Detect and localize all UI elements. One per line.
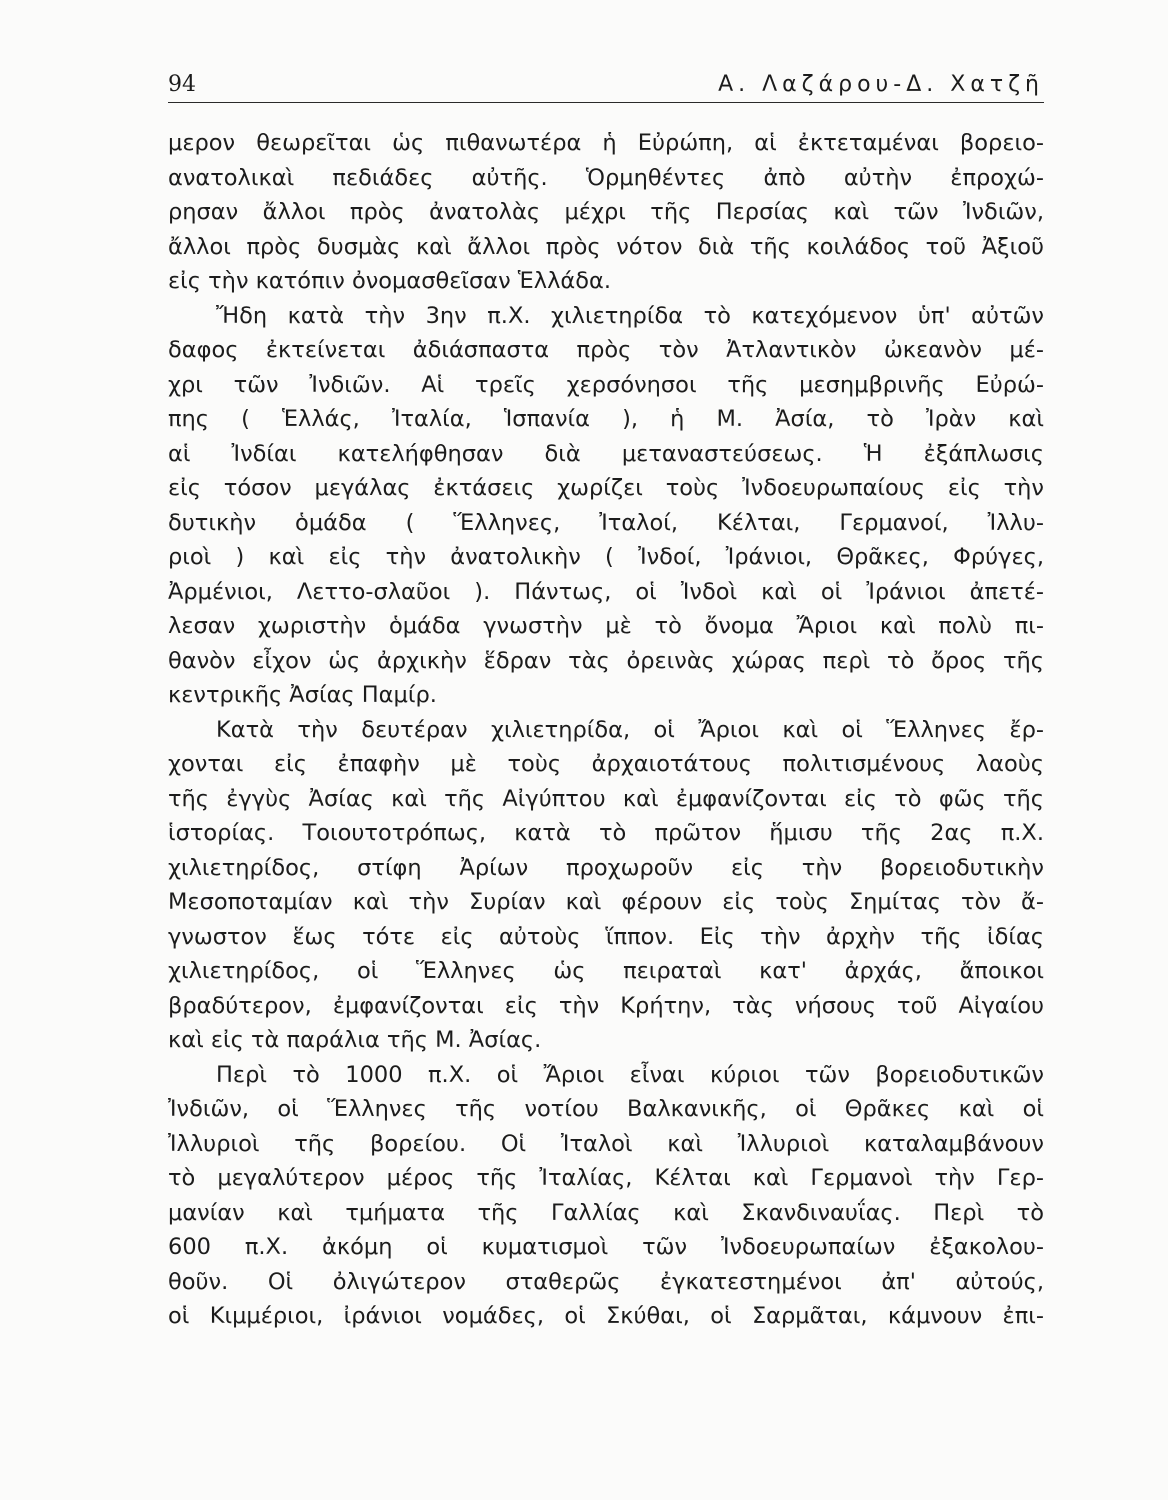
page-header	[168, 70, 1044, 104]
text-line: ἱστορίας. Τοιουτοτρόπως, κατὰ τὸ πρῶτον ἥμισυ τῆς 2ας π.Χ.	[168, 820, 1044, 846]
text-line: μανίαν καὶ τμήματα τῆς Γαλλίας καὶ Σκανδιναυΐας. Περὶ τὸ	[168, 1199, 1044, 1226]
text-line: δυτικὴν ὁμάδα ( Ἕλληνες, Ἰταλοί, Κέλται, Γερμανοί, Ἰλλυ-	[168, 509, 1044, 536]
text-line: χονται εἰς ἐπαφὴν μὲ τοὺς ἀρχαιοτάτους πολιτισμένους λαοὺς	[168, 751, 1044, 777]
text-line: τὸ μεγαλύτερον μέρος τῆς Ἰταλίας, Κέλται καὶ Γερμανοὶ τὴν Γερ-	[168, 1165, 1044, 1191]
text-line: Κατὰ τὴν δευτέραν χιλιετηρίδα, οἱ Ἄριοι καὶ οἱ Ἕλληνες ἔρ-	[216, 716, 1044, 743]
text-line: Ἀρμένιοι, Λεττο-σλαῦοι ). Πάντως, οἱ Ἰνδοὶ καὶ οἱ Ἰράνιοι ἀπετέ-	[168, 578, 1044, 605]
text-line: καὶ εἰς τὰ παράλια τῆς Μ. Ἀσίας.	[168, 1027, 542, 1053]
running-head: Α. Λαζάρου-Δ. Χατζῆ	[718, 72, 1044, 97]
header-rule	[168, 102, 1044, 103]
body-text	[168, 126, 1044, 1334]
text-line: βραδύτερον, ἐμφανίζονται εἰς τὴν Κρήτην, τὰς νήσους τοῦ Αἰγαίου	[168, 992, 1044, 1019]
text-line: ριοὶ ) καὶ εἰς τὴν ἀνατολικὴν ( Ἰνδοί, Ἰράνιοι, Θρᾶκες, Φρύγες,	[168, 544, 1044, 570]
text-line: Ἤδη κατὰ τὴν 3ην π.Χ. χιλιετηρίδα τὸ κατεχόμενον ὑπ' αὐτῶν	[216, 302, 1044, 329]
page-number: 94	[168, 72, 196, 97]
text-line: ανατολικαὶ πεδιάδες αὐτῆς. Ὁρμηθέντες ἀπὸ αὐτὴν ἐπροχώ-	[168, 164, 1044, 191]
text-line: θοῦν. Οἱ ὀλιγώτερον σταθερῶς ἐγκατεστημένοι ἀπ' αὐτούς,	[168, 1268, 1044, 1295]
paragraph-1	[168, 126, 1044, 299]
text-line: ρησαν ἄλλοι πρὸς ἀνατολὰς μέχρι τῆς Περσίας καὶ τῶν Ἰνδιῶν,	[168, 199, 1044, 225]
paragraph-3	[168, 713, 1044, 1058]
text-line: οἱ Κιμμέριοι, ἰράνιοι νομάδες, οἱ Σκύθαι, οἱ Σαρμᾶται, κάμνουν ἐπι-	[168, 1303, 1044, 1329]
text-line: Περὶ τὸ 1000 π.Χ. οἱ Ἄριοι εἶναι κύριοι τῶν βορειοδυτικῶν	[216, 1061, 1044, 1088]
text-line: θανὸν εἶχον ὡς ἀρχικὴν ἕδραν τὰς ὀρεινὰς χώρας περὶ τὸ ὄρος τῆς	[168, 647, 1044, 674]
text-line: εἰς τόσον μεγάλας ἐκτάσεις χωρίζει τοὺς Ἰνδοευρωπαίους εἰς τὴν	[168, 475, 1044, 501]
text-line: πης ( Ἑλλάς, Ἰταλία, Ἱσπανία ), ἡ Μ. Ἀσία, τὸ Ἰρὰν καὶ	[168, 406, 1044, 432]
text-line: λεσαν χωριστὴν ὁμάδα γνωστὴν μὲ τὸ ὄνομα Ἄριοι καὶ πολὺ πι-	[168, 613, 1044, 639]
text-line: χρι τῶν Ἰνδιῶν. Αἱ τρεῖς χερσόνησοι τῆς μεσημβρινῆς Εὐρώ-	[168, 371, 1044, 398]
text-line: 600 π.Χ. ἀκόμη οἱ κυματισμοὶ τῶν Ἰνδοευρωπαίων ἐξακολου-	[168, 1234, 1044, 1260]
text-line: αἱ Ἰνδίαι κατελήφθησαν διὰ μεταναστεύσεως. Ἡ ἐξάπλωσις	[168, 440, 1044, 467]
text-line: Ἰνδιῶν, οἱ Ἕλληνες τῆς νοτίου Βαλκανικῆς, οἱ Θρᾶκες καὶ οἱ	[168, 1096, 1044, 1122]
text-line: ἄλλοι πρὸς δυσμὰς καὶ ἄλλοι πρὸς νότον διὰ τῆς κοιλάδος τοῦ Ἀξιοῦ	[168, 233, 1044, 260]
text-line: γνωστον ἕως τότε εἰς αὐτοὺς ἵππον. Εἰς τὴν ἀρχὴν τῆς ἰδίας	[168, 923, 1044, 950]
paragraph-4	[168, 1058, 1044, 1334]
text-line: εἰς τὴν κατόπιν ὀνομασθεῖσαν Ἑλλάδα.	[168, 268, 612, 294]
text-line: Ἰλλυριοὶ τῆς βορείου. Οἱ Ἰταλοὶ καὶ Ἰλλυριοὶ καταλαμβάνουν	[168, 1130, 1044, 1157]
text-line: δαφος ἐκτείνεται ἀδιάσπαστα πρὸς τὸν Ἀτλαντικὸν ὠκεανὸν μέ-	[168, 337, 1044, 363]
text-line: Μεσοποταμίαν καὶ τὴν Συρίαν καὶ φέρουν εἰς τοὺς Σημίτας τὸν ἄ-	[168, 889, 1044, 915]
paragraph-2	[168, 299, 1044, 713]
text-line: μερον θεωρεῖται ὡς πιθανωτέρα ἡ Εὐρώπη, αἱ ἐκτεταμέναι βορειο-	[168, 130, 1044, 156]
text-line: κεντρικῆς Ἀσίας Παμίρ.	[168, 682, 437, 708]
text-line: τῆς ἐγγὺς Ἀσίας καὶ τῆς Αἰγύπτου καὶ ἐμφανίζονται εἰς τὸ φῶς τῆς	[168, 785, 1044, 812]
text-line: χιλιετηρίδος, στίφη Ἀρίων προχωροῦν εἰς τὴν βορειοδυτικὴν	[168, 854, 1044, 881]
text-line: χιλιετηρίδος, οἱ Ἕλληνες ὡς πειραταὶ κατ' ἀρχάς, ἄποικοι	[168, 958, 1044, 984]
